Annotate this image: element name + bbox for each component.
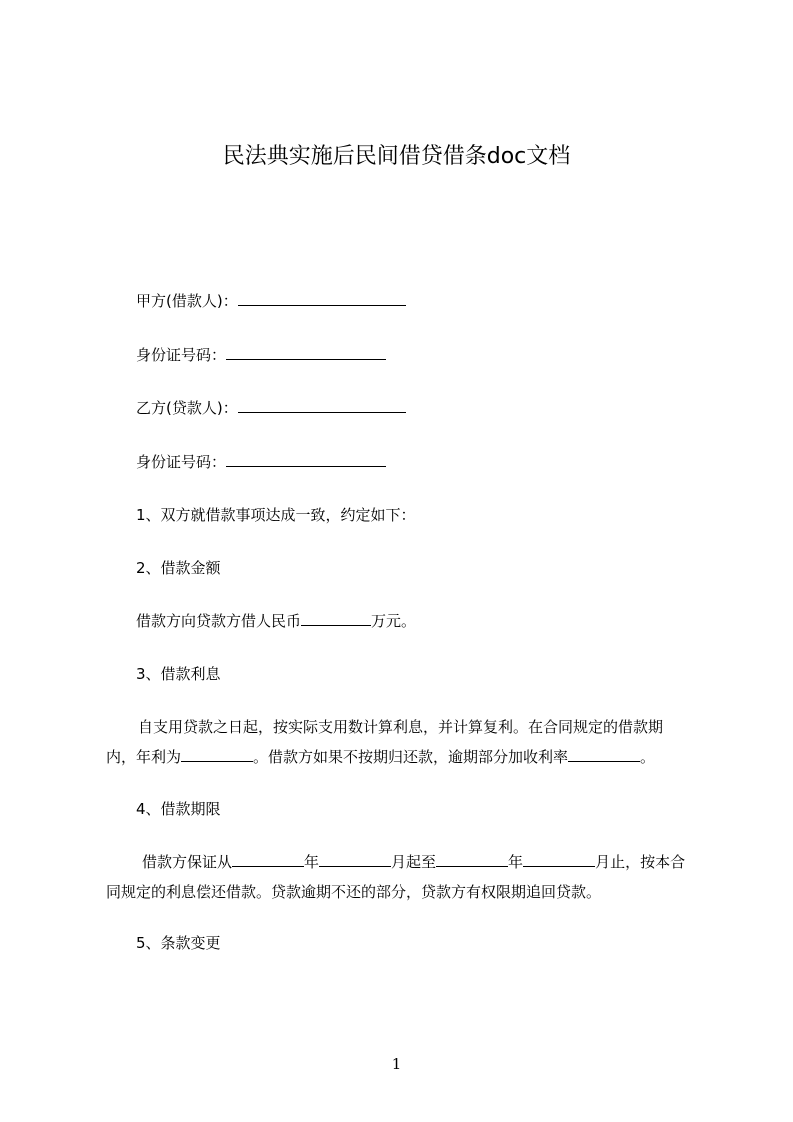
id-a-blank: [226, 345, 386, 360]
penalty-rate-blank: [568, 747, 640, 762]
clause-3-line-2-b: 。借款方如果不按期归还款，逾期部分加收利率: [253, 748, 569, 766]
clause-1: 1、双方就借款事项达成一致，约定如下：: [136, 506, 416, 524]
clause-2-text: [136, 611, 416, 631]
annual-rate-blank: [181, 747, 253, 762]
document-title: 民法典实施后民间借贷借条doc文档: [222, 144, 571, 169]
clause-2-heading: 2、借款金额: [136, 559, 221, 577]
start-month-blank: [319, 852, 391, 867]
end-month-blank: [523, 852, 595, 867]
id-label-a: 身份证号码：: [136, 346, 227, 364]
clause-2-text-after: 万元。: [371, 612, 417, 630]
clause-4-paragraph: [106, 847, 700, 907]
party-a-label: 甲方(借款人)：: [136, 292, 238, 310]
clause-4-year-1: 年: [304, 853, 320, 871]
clause-5-heading: 5、条款变更: [136, 934, 221, 952]
party-a-blank: [238, 291, 406, 306]
id-label-b: 身份证号码：: [136, 453, 227, 471]
party-b-line: [136, 398, 406, 418]
id-a-line: [136, 345, 386, 365]
clause-3-heading: 3、借款利息: [136, 665, 221, 683]
clause-3-line-2-c: 。: [640, 748, 656, 766]
clause-4-line-1-a: 借款方保证从: [142, 853, 233, 871]
amount-blank: [301, 611, 371, 626]
id-b-line: [136, 452, 386, 472]
start-year-blank: [232, 852, 304, 867]
party-a-line: [136, 291, 406, 311]
clause-3-line-2-a: 内，年利为: [106, 748, 182, 766]
clause-4-year-2: 年: [508, 853, 524, 871]
clause-2-text-before: 借款方向贷款方借人民币: [136, 612, 302, 630]
party-b-label: 乙方(贷款人)：: [136, 399, 238, 417]
page-number: 1: [391, 1055, 402, 1073]
clause-4-line-1: [106, 847, 700, 877]
clause-3-paragraph: [106, 712, 700, 772]
end-year-blank: [436, 852, 508, 867]
party-b-blank: [238, 398, 406, 413]
clause-3-line-1: 自支用贷款之日起，按实际支用数计算利息，并计算复利。在合同规定的借款期: [138, 718, 664, 736]
id-b-blank: [226, 452, 386, 467]
clause-4-line-2: 同规定的利息偿还借款。贷款逾期不还的部分，贷款方有权限期追回贷款。: [106, 883, 602, 901]
clause-4-month-2: 月止，按本合: [595, 853, 686, 871]
clause-4-month-1: 月起至: [391, 853, 437, 871]
clause-4-heading: 4、借款期限: [136, 800, 221, 818]
clause-3-line-2: [106, 742, 700, 772]
